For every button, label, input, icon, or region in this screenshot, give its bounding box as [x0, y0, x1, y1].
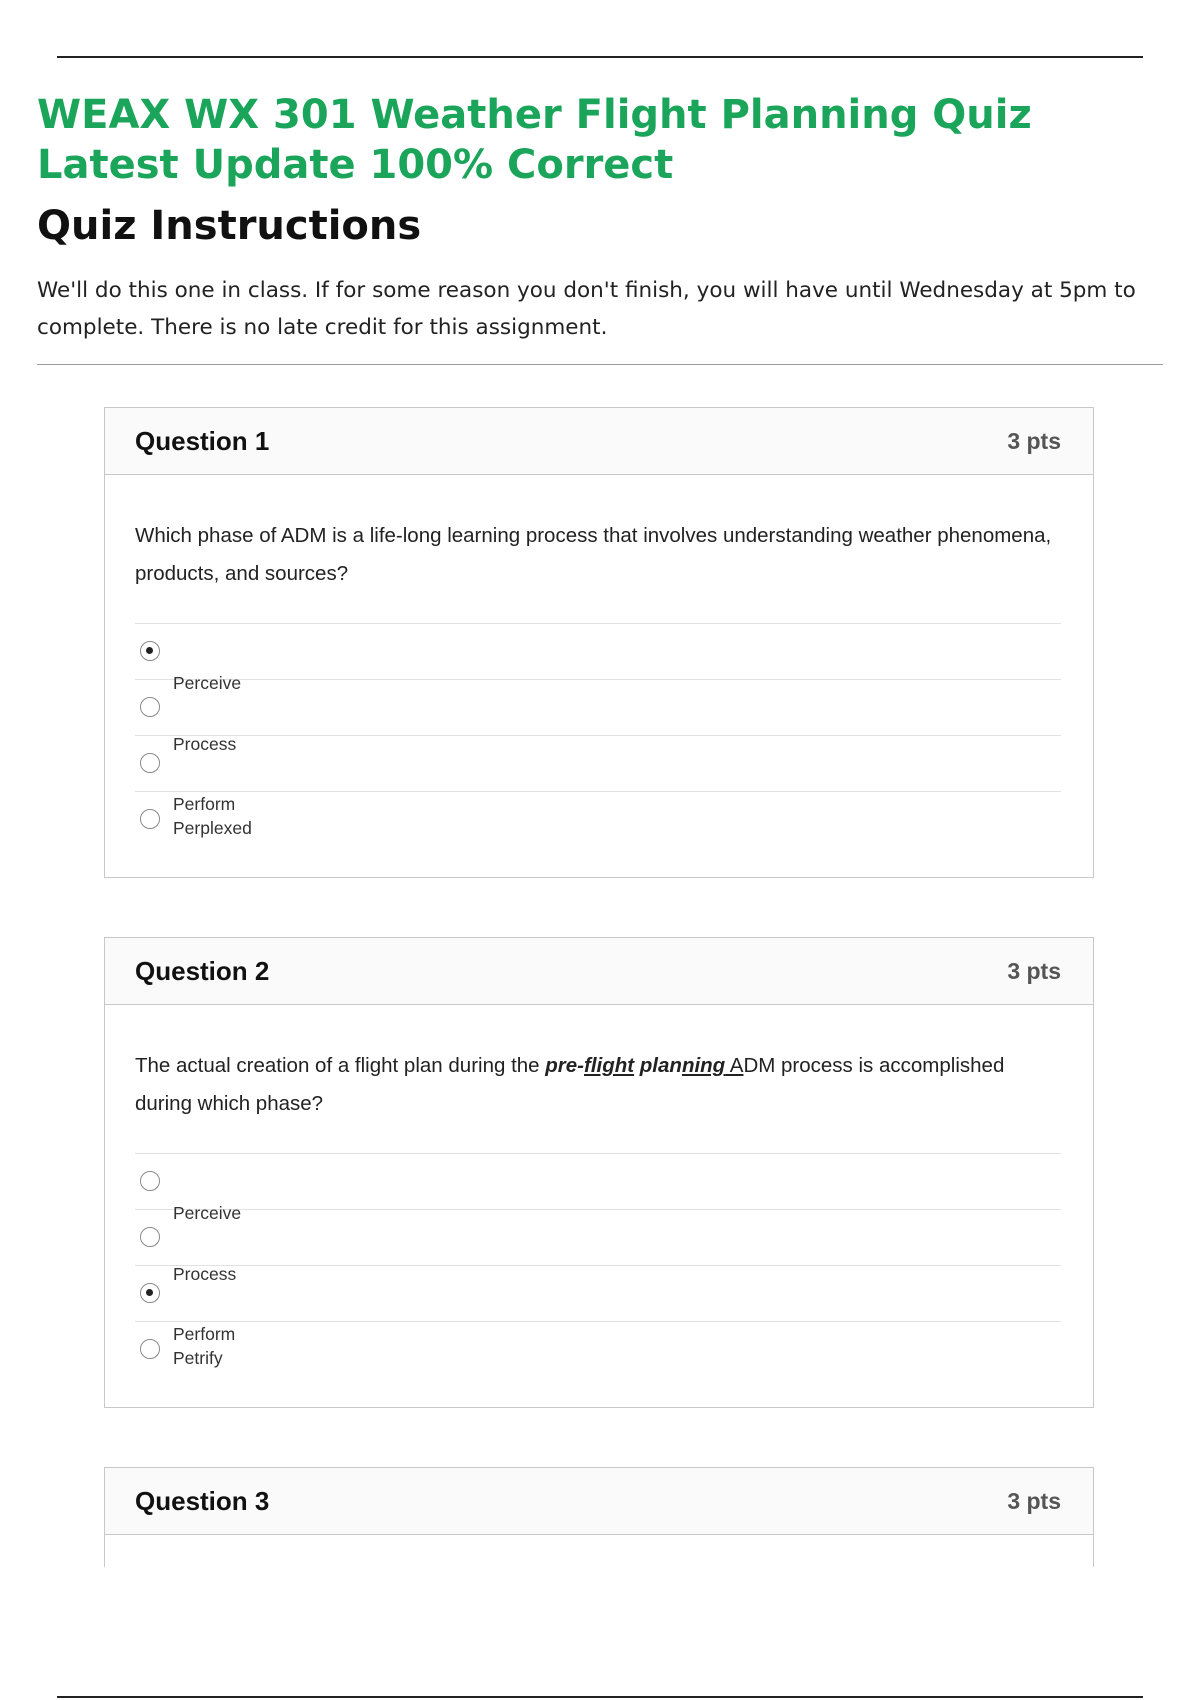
question-card-3: [104, 1467, 1094, 1567]
answer-radio[interactable]: [140, 1227, 160, 1247]
question-points: 3 pts: [1007, 428, 1061, 454]
question-text: Which phase of ADM is a life-long learning process that involves understanding weather phenomena, products, and sources?: [135, 524, 1052, 585]
answer-divider: [135, 791, 1061, 792]
answer-label: Perform: [173, 1324, 236, 1344]
top-rule: [57, 56, 1143, 58]
question-header: [105, 408, 1093, 475]
answer-label: Perplexed: [173, 818, 252, 838]
bottom-rule: [57, 1696, 1143, 1698]
answer-radio[interactable]: [140, 1283, 160, 1303]
question-points: 3 pts: [1007, 1488, 1061, 1514]
question-text: [135, 1047, 1055, 1123]
answer-radio[interactable]: [140, 641, 160, 661]
answer-radio[interactable]: [140, 1339, 160, 1359]
question-title: Question 3: [135, 1486, 270, 1516]
answer-label: Process: [173, 734, 237, 754]
question-text-emphasis: plan: [634, 1054, 682, 1077]
question-card-1: [104, 407, 1094, 878]
question-title: Question 2: [135, 956, 270, 986]
answer-radio[interactable]: [140, 697, 160, 717]
instructions-text: We'll do this one in class. If for some reason you don't finish, you will have until Wednesday at 5pm to complete. There is no late credit for this assignment.: [37, 278, 1136, 340]
answer-label: Petrify: [173, 1348, 223, 1368]
question-header: [105, 1468, 1093, 1535]
question-text-emphasis: ning: [681, 1054, 726, 1077]
answer-divider: [135, 679, 1061, 680]
question-points: 3 pts: [1007, 958, 1061, 984]
answer-divider: [135, 735, 1061, 736]
answer-divider: [135, 1153, 1061, 1154]
answer-label: Perceive: [173, 673, 242, 693]
answer-divider: [135, 1265, 1061, 1266]
answer-list: [135, 623, 1061, 838]
answer-radio[interactable]: [140, 753, 160, 773]
question-header: [105, 938, 1093, 1005]
answer-label: Perform: [173, 794, 236, 814]
question-text-emphasis: flight: [584, 1054, 635, 1077]
answer-list: [135, 1153, 1061, 1368]
answer-divider: [135, 623, 1061, 624]
question-text-part: The actual creation of a flight plan during the: [135, 1054, 546, 1077]
section-divider: [37, 364, 1163, 365]
question-text-part: DM process is accomplished during which phase?: [135, 1054, 1005, 1115]
answer-divider: [135, 1209, 1061, 1210]
answer-radio[interactable]: [140, 809, 160, 829]
question-title: Question 1: [135, 426, 270, 456]
answer-divider: [135, 1321, 1061, 1322]
question-text-part: A: [725, 1054, 744, 1077]
answer-label: Process: [173, 1264, 237, 1284]
question-card-2: [104, 937, 1094, 1408]
document-title: WEAX WX 301 Weather Flight Planning Quiz Latest Update 100% Correct: [37, 92, 1032, 188]
question-text-emphasis: pre-: [545, 1054, 584, 1077]
answer-radio[interactable]: [140, 1171, 160, 1191]
answer-label: Perceive: [173, 1203, 242, 1223]
instructions-heading: Quiz Instructions: [37, 203, 422, 249]
